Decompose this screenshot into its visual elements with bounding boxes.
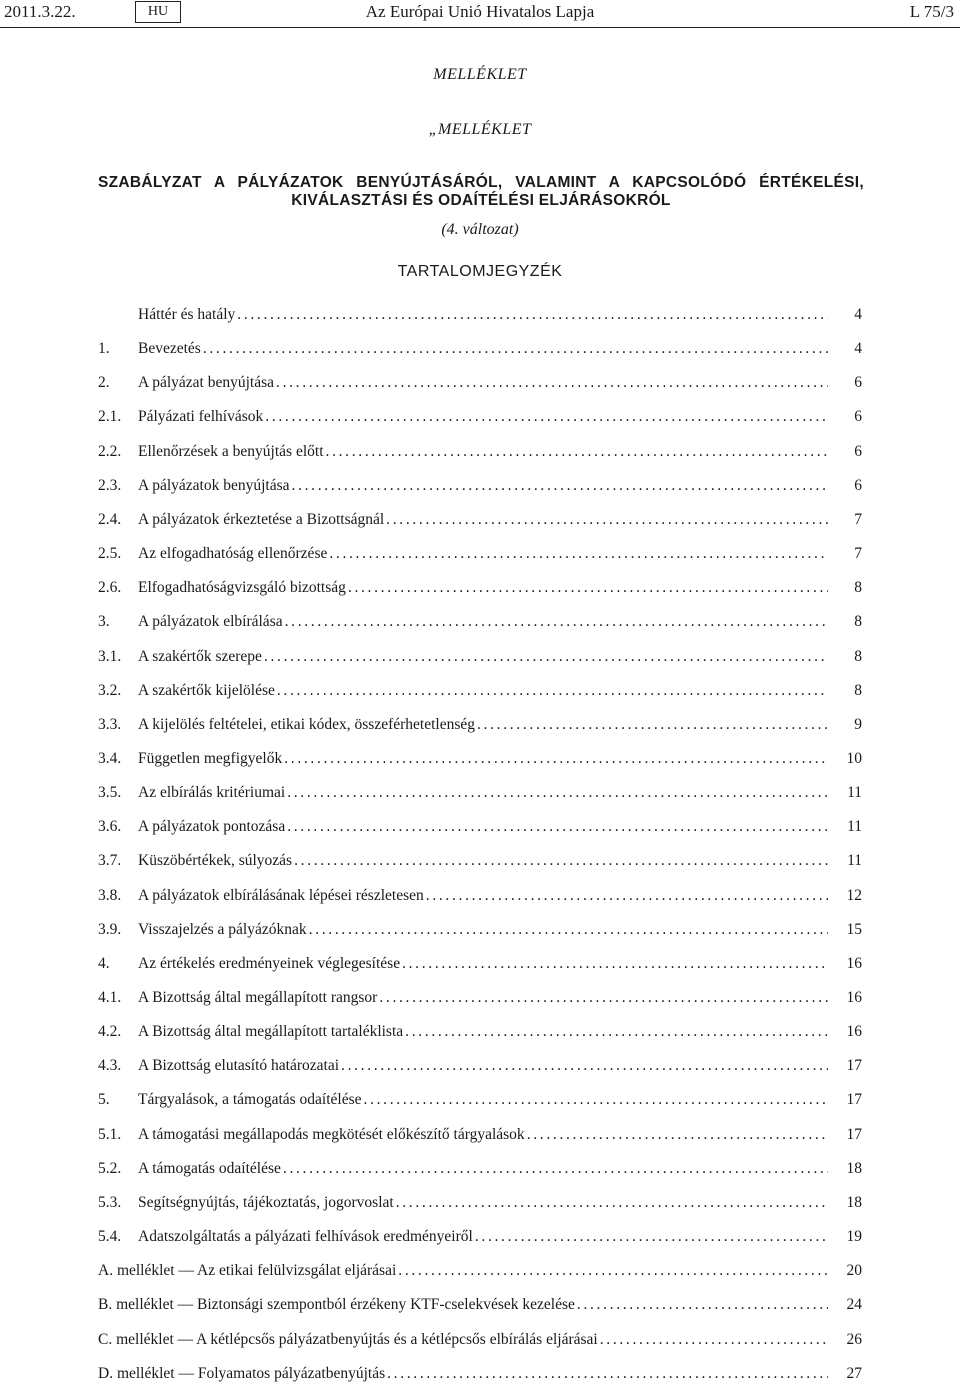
toc-entry-page: 8 [854, 579, 862, 596]
toc-entry-label: Elfogadhatóságvizsgáló bizottság [138, 579, 346, 596]
toc-entry-page: 11 [847, 818, 862, 835]
toc-dot-leader [387, 1364, 828, 1384]
toc-entry-page: 12 [846, 887, 862, 904]
toc-entry[interactable] [98, 988, 862, 1008]
toc-entry-page: 16 [846, 955, 862, 972]
toc-entry-page: 4 [854, 340, 862, 357]
toc-dot-leader [283, 1159, 828, 1179]
toc-entry[interactable] [98, 578, 862, 598]
toc-dot-leader [294, 851, 828, 871]
language-code-box: HU [135, 1, 181, 23]
toc-entry-number: 2.4. [98, 511, 122, 528]
page-header [0, 0, 960, 26]
toc-entry[interactable] [98, 339, 862, 359]
toc-entry[interactable] [138, 305, 862, 325]
toc-entry-label: Ellenőrzések a benyújtás előtt [138, 443, 324, 460]
toc-entry-page: 15 [846, 921, 862, 938]
toc-entry[interactable] [98, 1364, 862, 1384]
toc-entry-label: A Bizottság elutasító határozatai [138, 1057, 340, 1074]
toc-entry-number: 3. [98, 613, 110, 630]
toc-entry-page: 7 [854, 545, 862, 562]
toc-entry[interactable] [98, 681, 862, 701]
toc-entry-label: A pályázatok pontozása [138, 818, 286, 835]
toc-entry-label: Az értékelés eredményeinek véglegesítése [138, 955, 401, 972]
toc-entry-label: Visszajelzés a pályázóknak [138, 921, 307, 938]
toc-entry[interactable] [98, 612, 862, 632]
toc-dot-leader [341, 1056, 828, 1076]
toc-entry-number: 2.5. [98, 545, 122, 562]
toc-entry[interactable] [98, 373, 862, 393]
toc-entry[interactable] [98, 954, 862, 974]
toc-entry-page: 10 [846, 750, 862, 767]
toc-entry[interactable] [98, 1227, 862, 1247]
toc-dot-leader [284, 749, 828, 769]
toc-entry[interactable] [98, 1125, 862, 1145]
toc-entry-label: A pályázatok elbírálása [138, 613, 283, 630]
toc-dot-leader [264, 647, 828, 667]
toc-entry-number: 2.6. [98, 579, 122, 596]
toc-entry-number: 1. [98, 340, 110, 357]
toc-entry-page: 26 [846, 1331, 862, 1348]
toc-heading: TARTALOMJEGYZÉK [397, 263, 563, 280]
toc-entry-label: A támogatási megállapodás megkötését előkészítő tárgyalások [138, 1126, 525, 1143]
toc-entry-number: 2.2. [98, 443, 122, 460]
toc-dot-leader [277, 681, 828, 701]
toc-entry-page: 7 [854, 511, 862, 528]
toc-dot-leader [477, 715, 828, 735]
toc-entry-number: 2.3. [98, 477, 122, 494]
toc-entry-number: 3.9. [98, 921, 122, 938]
toc-dot-leader [577, 1295, 828, 1315]
toc-entry-page: 17 [846, 1091, 862, 1108]
toc-entry-label: Bevezetés [138, 340, 201, 357]
toc-entry-page: 6 [854, 477, 862, 494]
toc-entry[interactable] [98, 1056, 862, 1076]
toc-dot-leader [402, 954, 828, 974]
toc-entry[interactable] [98, 1295, 862, 1315]
toc-dot-leader [265, 407, 828, 427]
toc-entry[interactable] [98, 920, 862, 940]
document-title [98, 174, 864, 210]
toc-entry-number: 5.1. [98, 1126, 122, 1143]
toc-entry-page: 19 [846, 1228, 862, 1245]
version-label: (4. változat) [441, 221, 519, 238]
toc-entry-label: A. melléklet — Az etikai felülvizsgálat eljárásai [98, 1262, 397, 1279]
toc-entry-label: Háttér és hatály [138, 306, 236, 323]
toc-dot-leader [475, 1227, 828, 1247]
toc-entry-page: 17 [846, 1126, 862, 1143]
toc-entry[interactable] [98, 715, 862, 735]
toc-entry-label: Adatszolgáltatás a pályázati felhívások eredményeiről [138, 1228, 473, 1245]
annex-label-quoted: „MELLÉKLET [428, 121, 532, 138]
toc-entry-page: 16 [846, 989, 862, 1006]
toc-entry[interactable] [98, 476, 862, 496]
document-title-line-1: SZABÁLYZAT A PÁLYÁZATOK BENYÚJTÁSÁRÓL, VALAMINT A KAPCSOLÓDÓ ÉRTÉKELÉSI, [98, 174, 864, 191]
toc-entry-label: C. melléklet — A kétlépcsős pályázatbenyújtás és a kétlépcsős elbírálás eljárásai [98, 1331, 598, 1348]
toc-entry[interactable] [98, 1090, 862, 1110]
toc-entry-label: Független megfigyelők [138, 750, 283, 767]
toc-entry-number: 3.3. [98, 716, 122, 733]
toc-entry-label: A pályázatok érkeztetése a Bizottságnál [138, 511, 385, 528]
toc-dot-leader [379, 988, 828, 1008]
toc-dot-leader [237, 305, 828, 325]
toc-entry-label: Tárgyalások, a támogatás odaítélése [138, 1091, 362, 1108]
toc-dot-leader [292, 476, 828, 496]
toc-entry-page: 9 [854, 716, 862, 733]
toc-entry-number: 4.1. [98, 989, 122, 1006]
toc-dot-leader [309, 920, 828, 940]
toc-entry[interactable] [98, 442, 862, 462]
annex-label: MELLÉKLET [433, 66, 527, 83]
toc-entry[interactable] [98, 783, 862, 803]
toc-dot-leader [203, 339, 828, 359]
toc-entry-label: A kijelölés feltételei, etikai kódex, összeférhetetlenség [138, 716, 475, 733]
toc-entry-number: 3.6. [98, 818, 122, 835]
toc-entry-number: 3.8. [98, 887, 122, 904]
toc-entry-page: 18 [846, 1194, 862, 1211]
toc-dot-leader [398, 1261, 828, 1281]
toc-entry-number: 3.2. [98, 682, 122, 699]
toc-entry[interactable] [98, 886, 862, 906]
toc-entry-label: A pályázat benyújtása [138, 374, 275, 391]
document-title-line-2: KIVÁLASZTÁSI ÉS ODAÍTÉLÉSI ELJÁRÁSOKRÓL [291, 192, 671, 209]
toc-entry-number: 3.4. [98, 750, 122, 767]
toc-entry[interactable] [98, 647, 862, 667]
header-divider [0, 27, 960, 28]
toc-entry-number: 5.2. [98, 1160, 122, 1177]
toc-dot-leader [364, 1090, 828, 1110]
toc-dot-leader [600, 1330, 828, 1350]
toc-entry-number: 3.7. [98, 852, 122, 869]
toc-entry[interactable] [98, 1022, 862, 1042]
page-reference: L 75/3 [909, 2, 954, 21]
toc-dot-leader [287, 783, 828, 803]
toc-dot-leader [348, 578, 828, 598]
toc-entry-number: 4. [98, 955, 110, 972]
toc-entry-page: 18 [846, 1160, 862, 1177]
toc-entry-label: D. melléklet — Folyamatos pályázatbenyújtás [98, 1365, 386, 1382]
toc-entry-page: 6 [854, 408, 862, 425]
toc-entry-label: Segítségnyújtás, tájékoztatás, jogorvoslat [138, 1194, 394, 1211]
toc-entry-page: 8 [854, 613, 862, 630]
toc-entry-label: A Bizottság által megállapított rangsor [138, 989, 378, 1006]
toc-dot-leader [285, 612, 828, 632]
toc-entry-label: B. melléklet — Biztonsági szempontból érzékeny KTF-cselekvések kezelése [98, 1296, 575, 1313]
toc-entry-label: A szakértők kijelölése [138, 682, 275, 699]
toc-entry-label: Pályázati felhívások [138, 408, 264, 425]
toc-entry-number: 4.3. [98, 1057, 122, 1074]
toc-entry-number: 5.4. [98, 1228, 122, 1245]
toc-entry-label: Küszöbértékek, súlyozás [138, 852, 293, 869]
toc-entry-label: Az elfogadhatóság ellenőrzése [138, 545, 328, 562]
toc-entry[interactable] [98, 1261, 862, 1281]
toc-dot-leader [396, 1193, 828, 1213]
toc-entry[interactable] [98, 817, 862, 837]
toc-entry-page: 24 [846, 1296, 862, 1313]
toc-dot-leader [287, 817, 828, 837]
toc-dot-leader [326, 442, 828, 462]
toc-entry[interactable] [98, 749, 862, 769]
toc-entry-label: A támogatás odaítélése [138, 1160, 281, 1177]
toc-entry-page: 8 [854, 682, 862, 699]
publication-date: 2011.3.22. [4, 2, 76, 21]
toc-entry-label: Az elbírálás kritériumai [138, 784, 286, 801]
toc-entry[interactable] [98, 851, 862, 871]
toc-entry-page: 6 [854, 443, 862, 460]
journal-title: Az Európai Unió Hivatalos Lapja [365, 2, 595, 21]
toc-entry-number: 5. [98, 1091, 110, 1108]
toc-entry-page: 8 [854, 648, 862, 665]
toc-dot-leader [329, 544, 828, 564]
toc-entry-page: 27 [846, 1365, 862, 1382]
toc-entry-label: A Bizottság által megállapított tartaléklista [138, 1023, 404, 1040]
toc-entry-label: A pályázatok benyújtása [138, 477, 290, 494]
toc-dot-leader [276, 373, 828, 393]
toc-entry[interactable] [98, 407, 862, 427]
toc-entry-number: 5.3. [98, 1194, 122, 1211]
toc-entry[interactable] [98, 1330, 862, 1350]
toc-entry-number: 3.5. [98, 784, 122, 801]
toc-entry[interactable] [98, 510, 862, 530]
toc-entry-number: 4.2. [98, 1023, 122, 1040]
toc-dot-leader [405, 1022, 828, 1042]
toc-dot-leader [527, 1125, 828, 1145]
toc-entry-page: 4 [854, 306, 862, 323]
toc-entry[interactable] [98, 544, 862, 564]
toc-entry-number: 2. [98, 374, 110, 391]
toc-dot-leader [386, 510, 828, 530]
toc-entry-number: 2.1. [98, 408, 122, 425]
toc-entry-label: A szakértők szerepe [138, 648, 262, 665]
toc-entry-page: 6 [854, 374, 862, 391]
toc-entry-page: 20 [846, 1262, 862, 1279]
toc-entry-label: A pályázatok elbírálásának lépései részletesen [138, 887, 424, 904]
toc-entry[interactable] [98, 1159, 862, 1179]
toc-entry[interactable] [98, 1193, 862, 1213]
toc-entry-page: 16 [846, 1023, 862, 1040]
toc-entry-page: 11 [847, 852, 862, 869]
toc-entry-page: 11 [847, 784, 862, 801]
toc-entry-number: 3.1. [98, 648, 122, 665]
toc-entry-page: 17 [846, 1057, 862, 1074]
toc-dot-leader [426, 886, 828, 906]
